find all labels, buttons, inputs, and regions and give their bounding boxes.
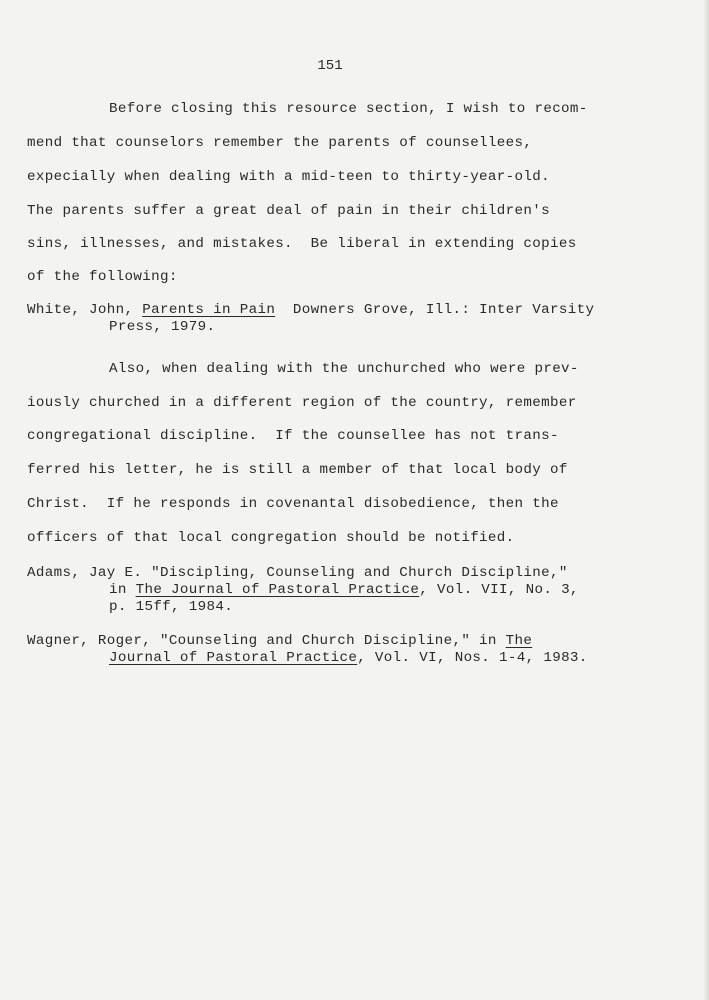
paragraph-2-line-1: Also, when dealing with the unchurched who were prev- <box>109 361 579 377</box>
reference-adams-line-3: p. 15ff, 1984. <box>109 599 234 615</box>
paragraph-2-line-5: Christ. If he responds in covenantal disobedience, then the <box>27 496 559 512</box>
reference-white-line-2: Press, 1979. <box>109 319 216 335</box>
reference-adams-line-1: Adams, Jay E. "Discipling, Counseling and Church Discipline," <box>27 565 568 581</box>
reference-wagner-line-1 <box>27 632 532 650</box>
paragraph-1-line-2: mend that counselors remember the parents of counsellees, <box>27 135 533 151</box>
reference-wagner-author: Wagner, Roger, "Counseling and Church Discipline," in <box>27 633 506 649</box>
reference-adams-line-2 <box>109 581 579 599</box>
paragraph-1-line-1: Before closing this resource section, I wish to recom- <box>109 101 588 117</box>
paragraph-1-line-5: sins, illnesses, and mistakes. Be liberal in extending copies <box>27 236 577 252</box>
reference-white-publisher: Downers Grove, Ill.: Inter Varsity <box>275 302 595 318</box>
reference-wagner-volume: , Vol. VI, Nos. 1-4, 1983. <box>357 650 588 666</box>
paragraph-2-line-6: officers of that local congregation should be notified. <box>27 530 515 546</box>
paragraph-2-line-2: iously churched in a different region of the country, remember <box>27 395 577 411</box>
reference-adams-journal-title: The Journal of Pastoral Practice <box>135 582 420 598</box>
paragraph-2-line-4: ferred his letter, he is still a member of that local body of <box>27 462 568 478</box>
page-number: 151 <box>317 58 343 74</box>
paragraph-1-line-4: The parents suffer a great deal of pain in their children's <box>27 203 550 219</box>
reference-white-line-1 <box>27 301 594 319</box>
paragraph-1-line-3: expecially when dealing with a mid-teen to thirty-year-old. <box>27 169 550 185</box>
reference-white-title: Parents in Pain <box>142 302 276 318</box>
reference-adams-volume: , Vol. VII, No. 3, <box>419 582 579 598</box>
paragraph-2-line-3: congregational discipline. If the counsellee has not trans- <box>27 428 559 444</box>
reference-wagner-line-2 <box>109 649 588 667</box>
reference-white-author: White, John, <box>27 302 143 318</box>
reference-adams-in: in <box>109 582 136 598</box>
reference-wagner-journal-title: Journal of Pastoral Practice <box>109 650 358 666</box>
paragraph-1-line-6: of the following: <box>27 269 178 285</box>
reference-wagner-title-start: The <box>505 633 533 649</box>
